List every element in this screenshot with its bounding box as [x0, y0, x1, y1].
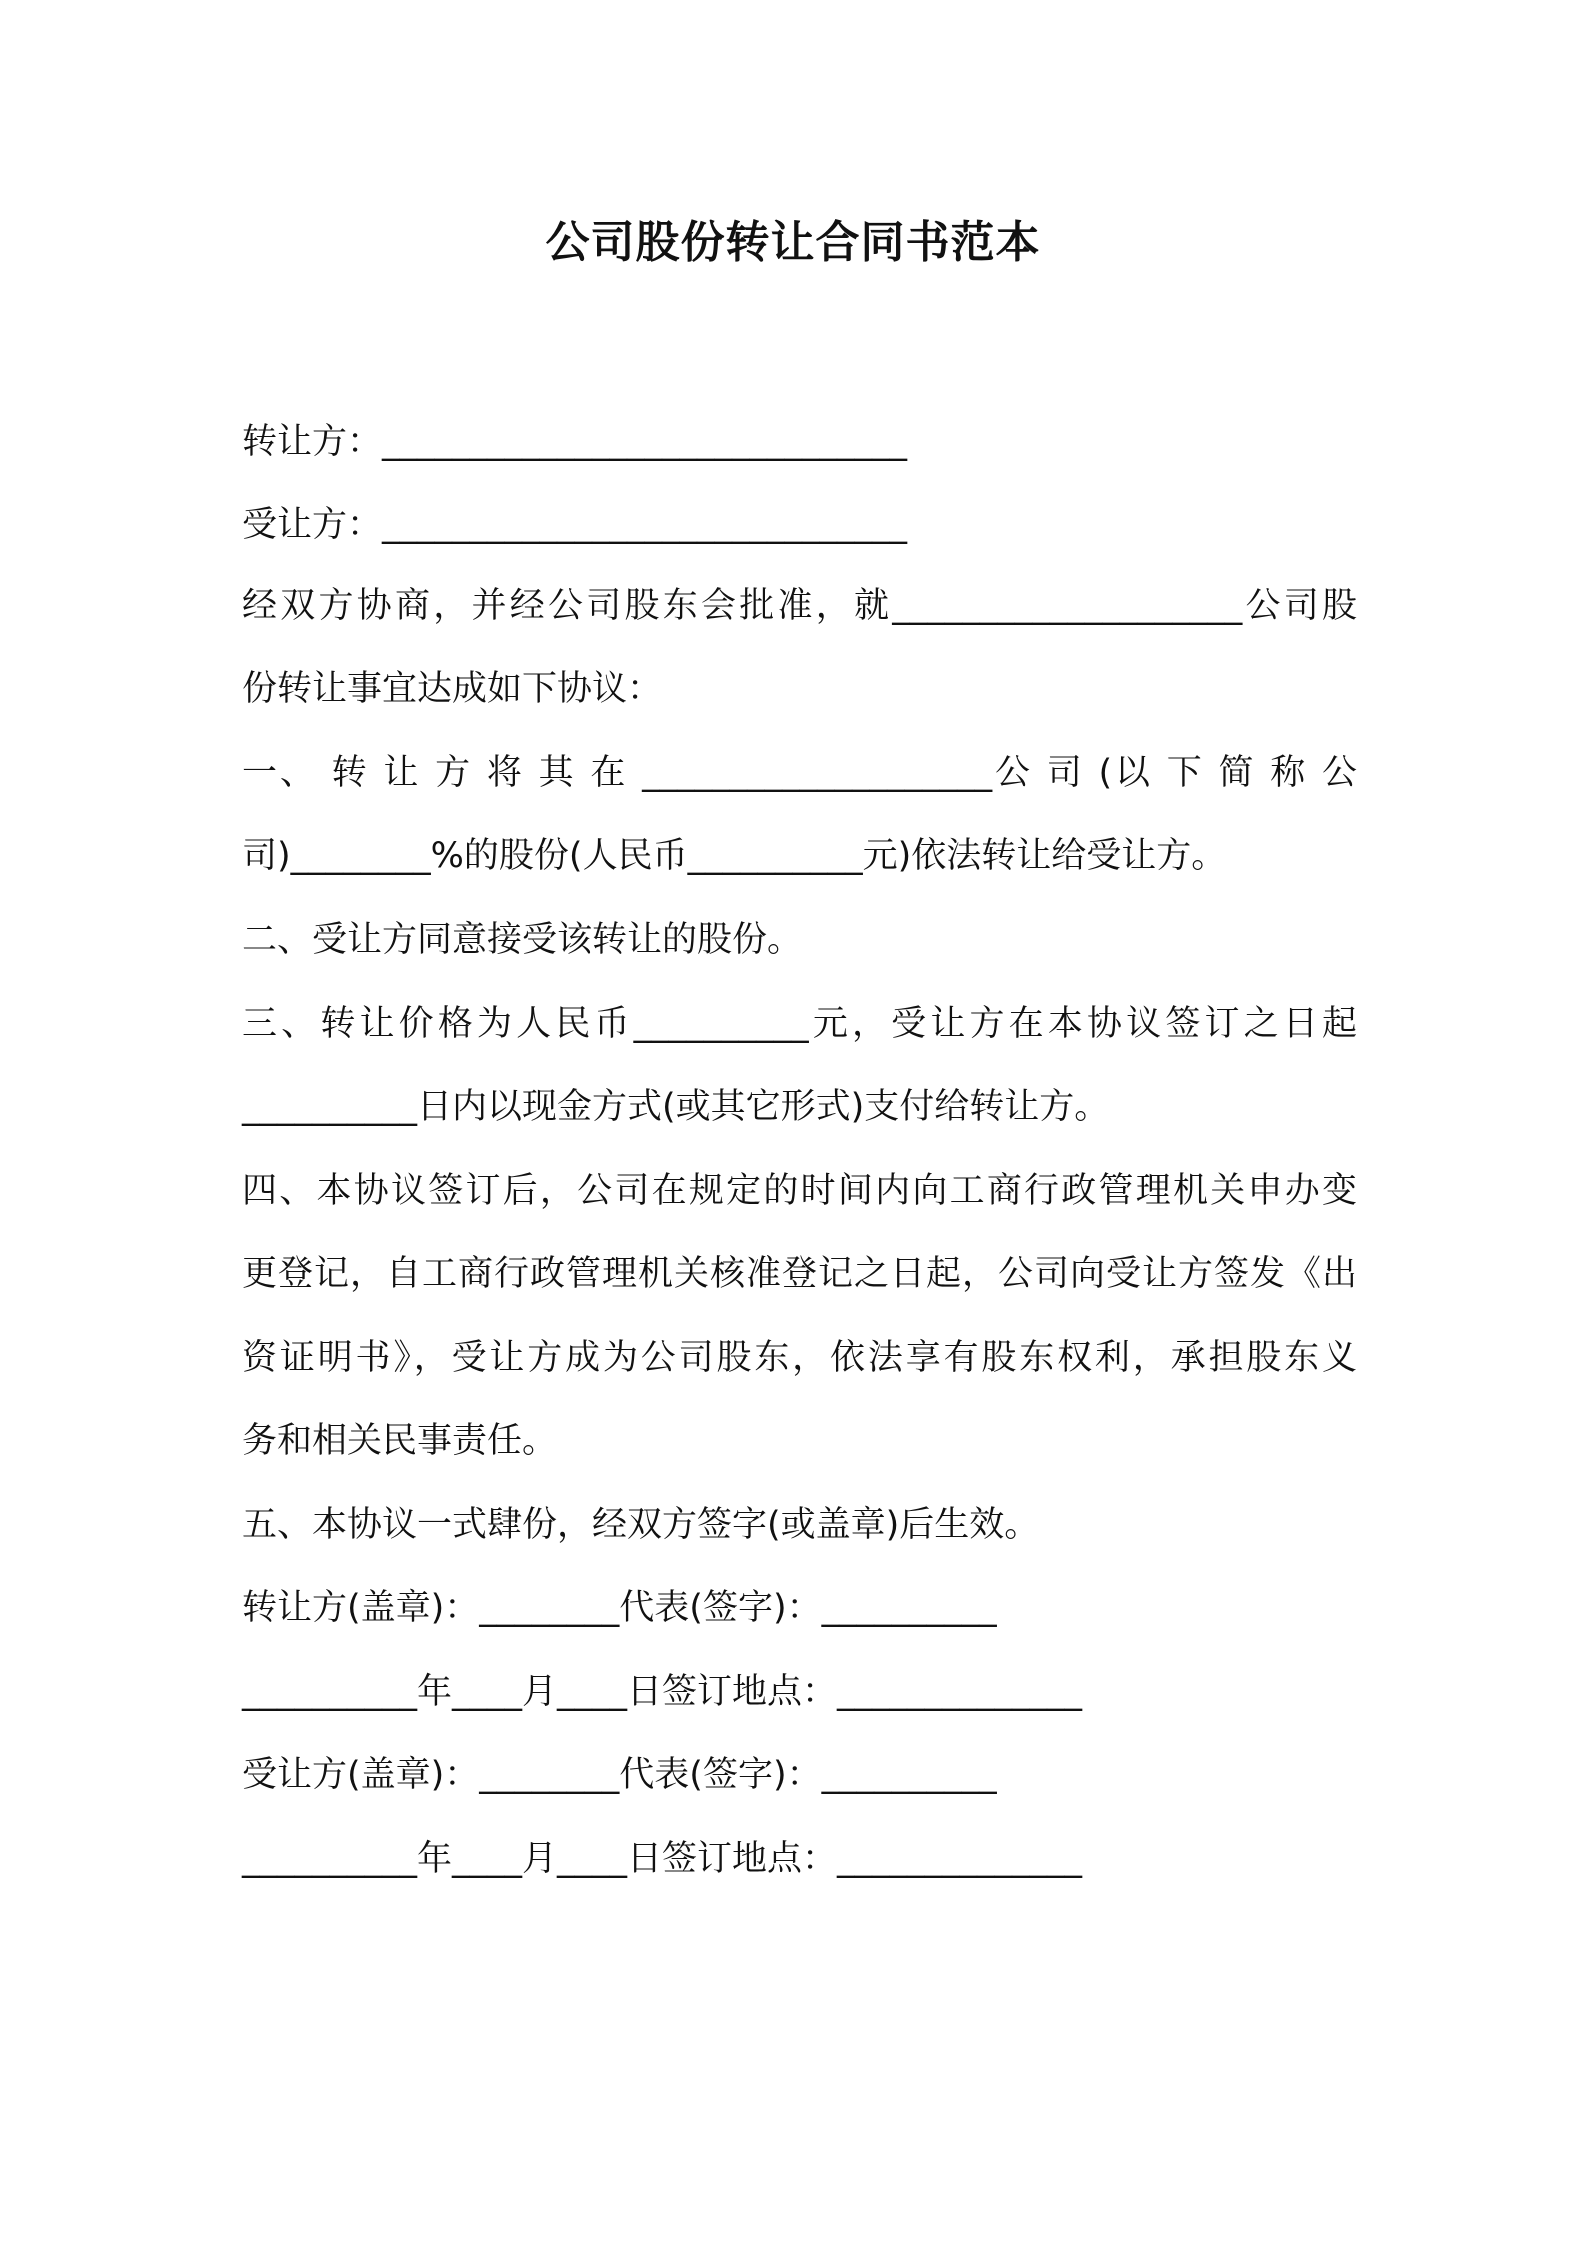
clause-5-line: 五、本协议一式肆份，经双方签字(或盖章)后生效。	[242, 1505, 1040, 1545]
clause-4-line-2: 更登记，自工商行政管理机关核准登记之日起，公司向受让方签发《出	[242, 1254, 1357, 1294]
transferor-seal-line: 转让方(盖章)：________代表(签字)：__________	[242, 1588, 997, 1628]
clause-3-line-2: __________日内以现金方式(或其它形式)支付给转让方。	[242, 1087, 1110, 1127]
clause-1-line-2: 司)________%的股份(人民币__________元)依法转让给受让方。	[242, 836, 1227, 876]
preamble-line-1: 经双方协商，并经公司股东会批准，就____________________公司股	[242, 586, 1357, 626]
clause-1-line-1: 一、 转 让 方 将 其 在 ____________________公 司 (以 下 简 称 公	[242, 753, 1357, 793]
clause-3-line-1: 三、转让价格为人民币__________元，受让方在本协议签订之日起	[242, 1004, 1357, 1044]
clause-4-line-3: 资证明书》，受让方成为公司股东，依法享有股东权利，承担股东义	[242, 1338, 1357, 1378]
clause-2-line: 二、受让方同意接受该转让的股份。	[242, 920, 803, 960]
document-title: 公司股份转让合同书范本	[545, 217, 1041, 268]
transferee-date-place-line: __________年____月____日签订地点：______________	[242, 1839, 1083, 1879]
transferor-line: 转让方：______________________________	[242, 422, 908, 462]
transferor-date-place-line: __________年____月____日签订地点：______________	[242, 1672, 1083, 1712]
clause-4-line-1: 四、本协议签订后，公司在规定的时间内向工商行政管理机关申办变	[242, 1171, 1357, 1211]
clause-4-line-4: 务和相关民事责任。	[242, 1421, 558, 1461]
transferee-seal-line: 受让方(盖章)：________代表(签字)：__________	[242, 1755, 997, 1795]
preamble-line-2: 份转让事宜达成如下协议：	[242, 669, 663, 709]
transferee-line: 受让方：______________________________	[242, 505, 908, 545]
